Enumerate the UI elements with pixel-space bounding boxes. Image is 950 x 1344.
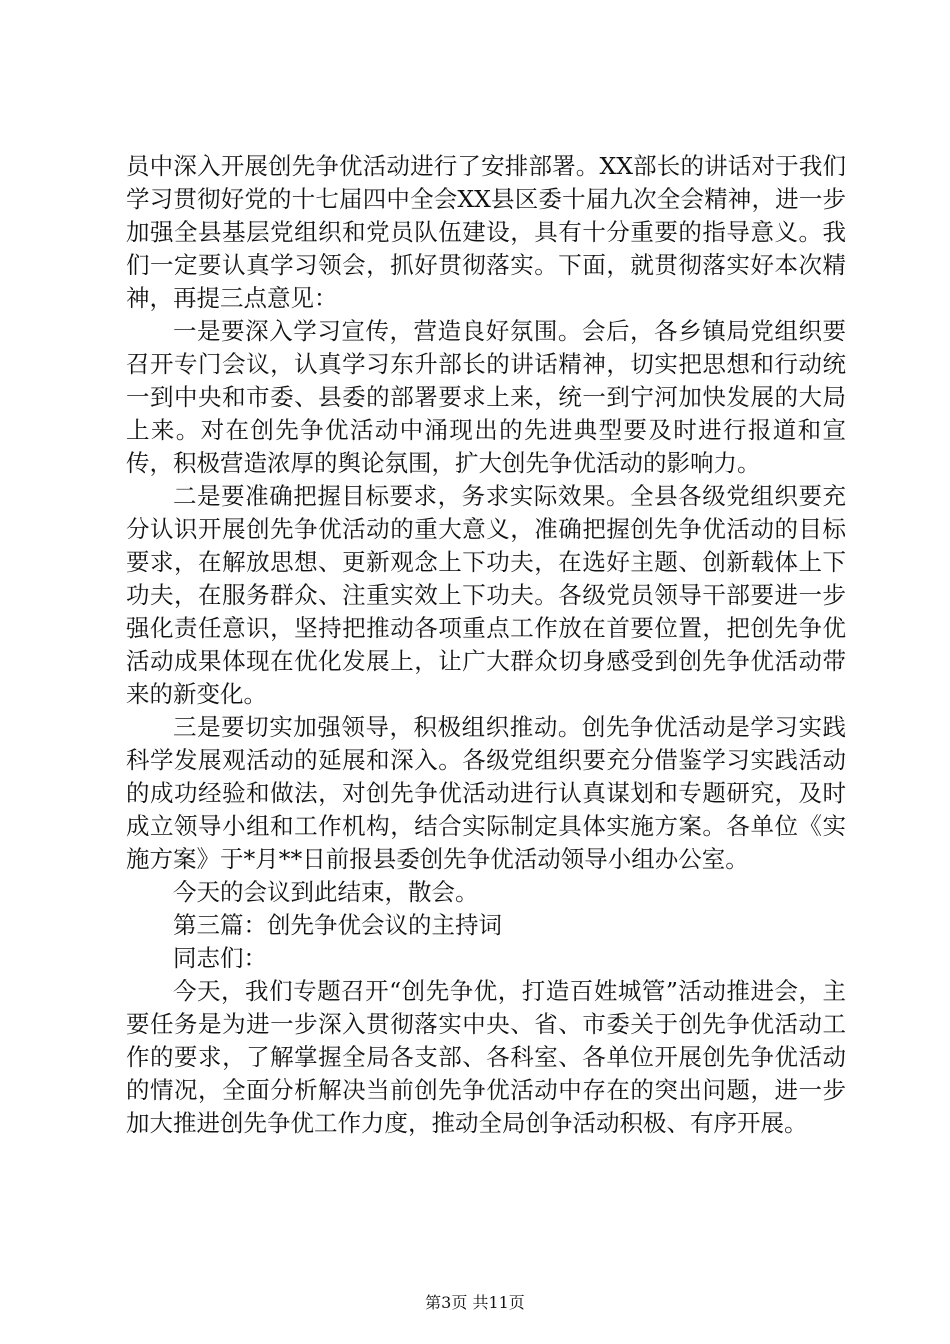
section-heading: 第三篇：创先争优会议的主持词 xyxy=(173,911,502,939)
salutation: 同志们： xyxy=(173,944,267,972)
paragraph-3: 二是要准确把握目标要求，务求实际效果。全县各级党组织要充分认识开展创先争优活动的重大意义，准确把握创先争优活动的目标要求，在解放思想、更新观念上下功夫，在选好主题、创新载体上下功夫，在服务群众、注重实效上下功夫。各级党员领导干部要进一步强化责任意识，坚持把推动各项重点工作放在首要位置，把创先争优活动成果体现在优化发展上，让广大群众切身感受到创先争优活动带来的新变化。 xyxy=(126,482,846,708)
paragraph-5: 今天的会议到此结束，散会。 xyxy=(173,878,479,906)
paragraph-4: 三是要切实加强领导，积极组织推动。创先争优活动是学习实践科学发展观活动的延展和深入。各级党组织要充分借鉴学习实践活动的成功经验和做法，对创先争优活动进行认真谋划和专题研究，及时成立领导小组和工作机构，结合实际制定具体实施方案。各单位《实施方案》于*月**日前报县委创先争优活动领导小组办公室。 xyxy=(126,713,846,873)
document-body xyxy=(126,150,846,1140)
paragraph-2: 一是要深入学习宣传，营造良好氛围。会后，各乡镇局党组织要召开专门会议，认真学习东升部长的讲话精神，切实把思想和行动统一到中央和市委、县委的部署要求上来，统一到宁河加快发展的大局上来。对在创先争优活动中涌现出的先进典型要及时进行报道和宣传，积极营造浓厚的舆论氛围，扩大创先争优活动的影响力。 xyxy=(126,317,846,477)
page-number-footer: 第3页 共11页 xyxy=(425,1293,525,1312)
paragraph-8: 今天，我们专题召开“创先争优，打造百姓城管”活动推进会，主要任务是为进一步深入贯彻落实中央、省、市委关于创先争优活动工作的要求，了解掌握全局各支部、各科室、各单位开展创先争优活动的情况，全面分析解决当前创先争优活动中存在的突出问题，进一步加大推进创先争优工作力度，推动全局创争活动积极、有序开展。 xyxy=(126,977,846,1137)
paragraph-1: 员中深入开展创先争优活动进行了安排部署。XX部长的讲话对于我们学习贯彻好党的十七届四中全会XX县区委十届九次全会精神，进一步加强全县基层党组织和党员队伍建设，具有十分重要的指导意义。我们一定要认真学习领会，抓好贯彻落实。下面，就贯彻落实好本次精神，再提三点意见： xyxy=(126,152,846,312)
